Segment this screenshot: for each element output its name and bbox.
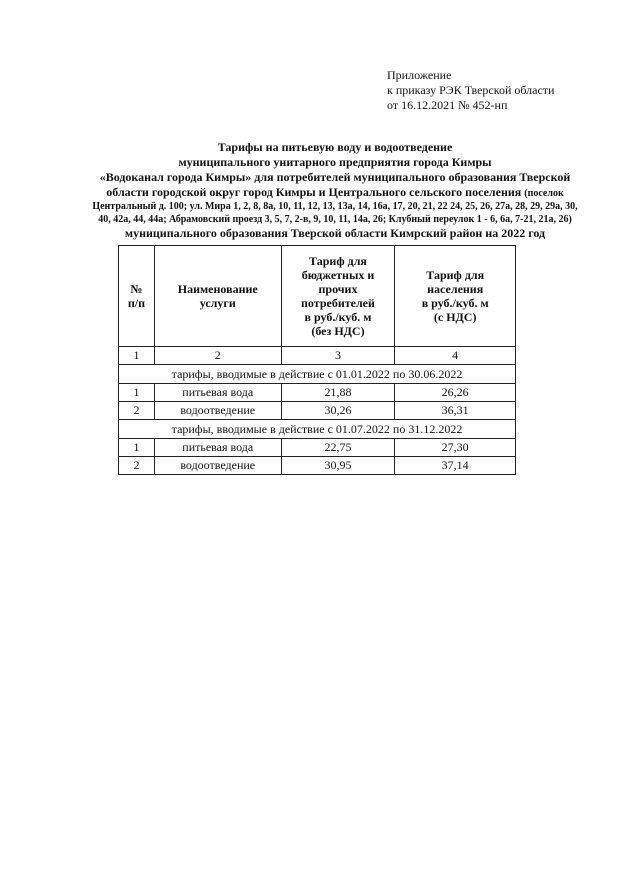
header-service-line-1: Наименование (177, 282, 258, 296)
row-budget-tariff: 30,26 (281, 402, 395, 420)
row-number: 1 (119, 384, 155, 402)
header-number (119, 246, 155, 347)
row-population-tariff: 27,30 (395, 439, 516, 457)
header-budget-line-6: (без НДС) (311, 324, 365, 338)
header-budget-line-4: потребителей (301, 296, 375, 310)
header-budget-line-3: прочих (318, 282, 358, 296)
row-population-tariff: 37,14 (395, 457, 516, 475)
period-label: тарифы, вводимые в действие с 01.01.2022 по 30.06.2022 (119, 365, 516, 384)
annex-order-date: от 16.12.2021 № 452-нп (387, 98, 508, 112)
row-budget-tariff: 22,75 (281, 439, 395, 457)
header-budget-line-5: в руб./куб. м (304, 310, 372, 324)
column-number: 1 (119, 347, 155, 365)
column-number: 2 (154, 347, 281, 365)
annex-block (387, 68, 554, 113)
annex-order-ref: к приказу РЭК Тверской области (387, 83, 555, 97)
row-population-tariff: 36,31 (395, 402, 516, 420)
header-population-tariff (395, 246, 516, 347)
title-line-4-main: области городской округ город Кимры и Центрального сельского поселения (106, 185, 522, 199)
header-budget-line-1: Тариф для (309, 254, 367, 268)
row-service: питьевая вода (154, 384, 281, 402)
title-line-3: «Водоканал города Кимры» для потребителей муниципального образования Тверской (99, 170, 571, 184)
period-row (119, 420, 516, 439)
row-budget-tariff: 30,95 (281, 457, 395, 475)
header-service (154, 246, 281, 347)
table-row (119, 384, 516, 402)
title-line-6: 40, 42а, 44, 44а; Абрамовский проезд 3, 5, 7, 2-в, 9, 10, 11, 14а, 26; Клубный переулок 1 - 6, 6а, 7-21, 21а, 26) (98, 214, 572, 225)
period-row (119, 365, 516, 384)
row-number: 1 (119, 439, 155, 457)
title-line-4 (70, 185, 600, 200)
header-budget-line-2: бюджетных и (301, 268, 375, 282)
row-service: водоотведение (154, 457, 281, 475)
document-title (70, 140, 600, 241)
header-budget-tariff (281, 246, 395, 347)
row-number: 2 (119, 402, 155, 420)
period-label: тарифы, вводимые в действие с 01.07.2022 по 31.12.2022 (119, 420, 516, 439)
title-line-4-small: (поселок (524, 188, 564, 199)
header-number-line-2: п/п (127, 296, 146, 310)
row-number: 2 (119, 457, 155, 475)
header-population-line-4: (с НДС) (433, 310, 477, 324)
table-row (119, 402, 516, 420)
row-service: водоотведение (154, 402, 281, 420)
column-number: 3 (281, 347, 395, 365)
table-row (119, 439, 516, 457)
table-header-row (119, 246, 516, 347)
column-number-row (119, 347, 516, 365)
header-population-line-1: Тариф для (426, 268, 485, 282)
annex-title: Приложение (387, 68, 452, 82)
row-population-tariff: 26,26 (395, 384, 516, 402)
title-line-1: Тарифы на питьевую воду и водоотведение (217, 140, 453, 154)
title-line-7: муниципального образования Тверской области Кимрский район на 2022 год (124, 226, 546, 240)
row-budget-tariff: 21,88 (281, 384, 395, 402)
header-service-line-2: услуги (199, 296, 236, 310)
tariff-table (118, 245, 516, 475)
header-population-line-2: населения (427, 282, 484, 296)
title-line-2: муниципального унитарного предприятия города Кимры (178, 155, 492, 169)
title-line-5: Центральный д. 100; ул. Мира 1, 2, 8, 8а, 10, 11, 12, 13, 13а, 14, 16а, 17, 20, 21, 22 24, 25, 26, 27а, 28, 29, 29а, 30, (92, 201, 578, 212)
header-number-line-1: № (130, 282, 143, 296)
row-service: питьевая вода (154, 439, 281, 457)
column-number: 4 (395, 347, 516, 365)
header-population-line-3: в руб./куб. м (421, 296, 489, 310)
table-row (119, 457, 516, 475)
